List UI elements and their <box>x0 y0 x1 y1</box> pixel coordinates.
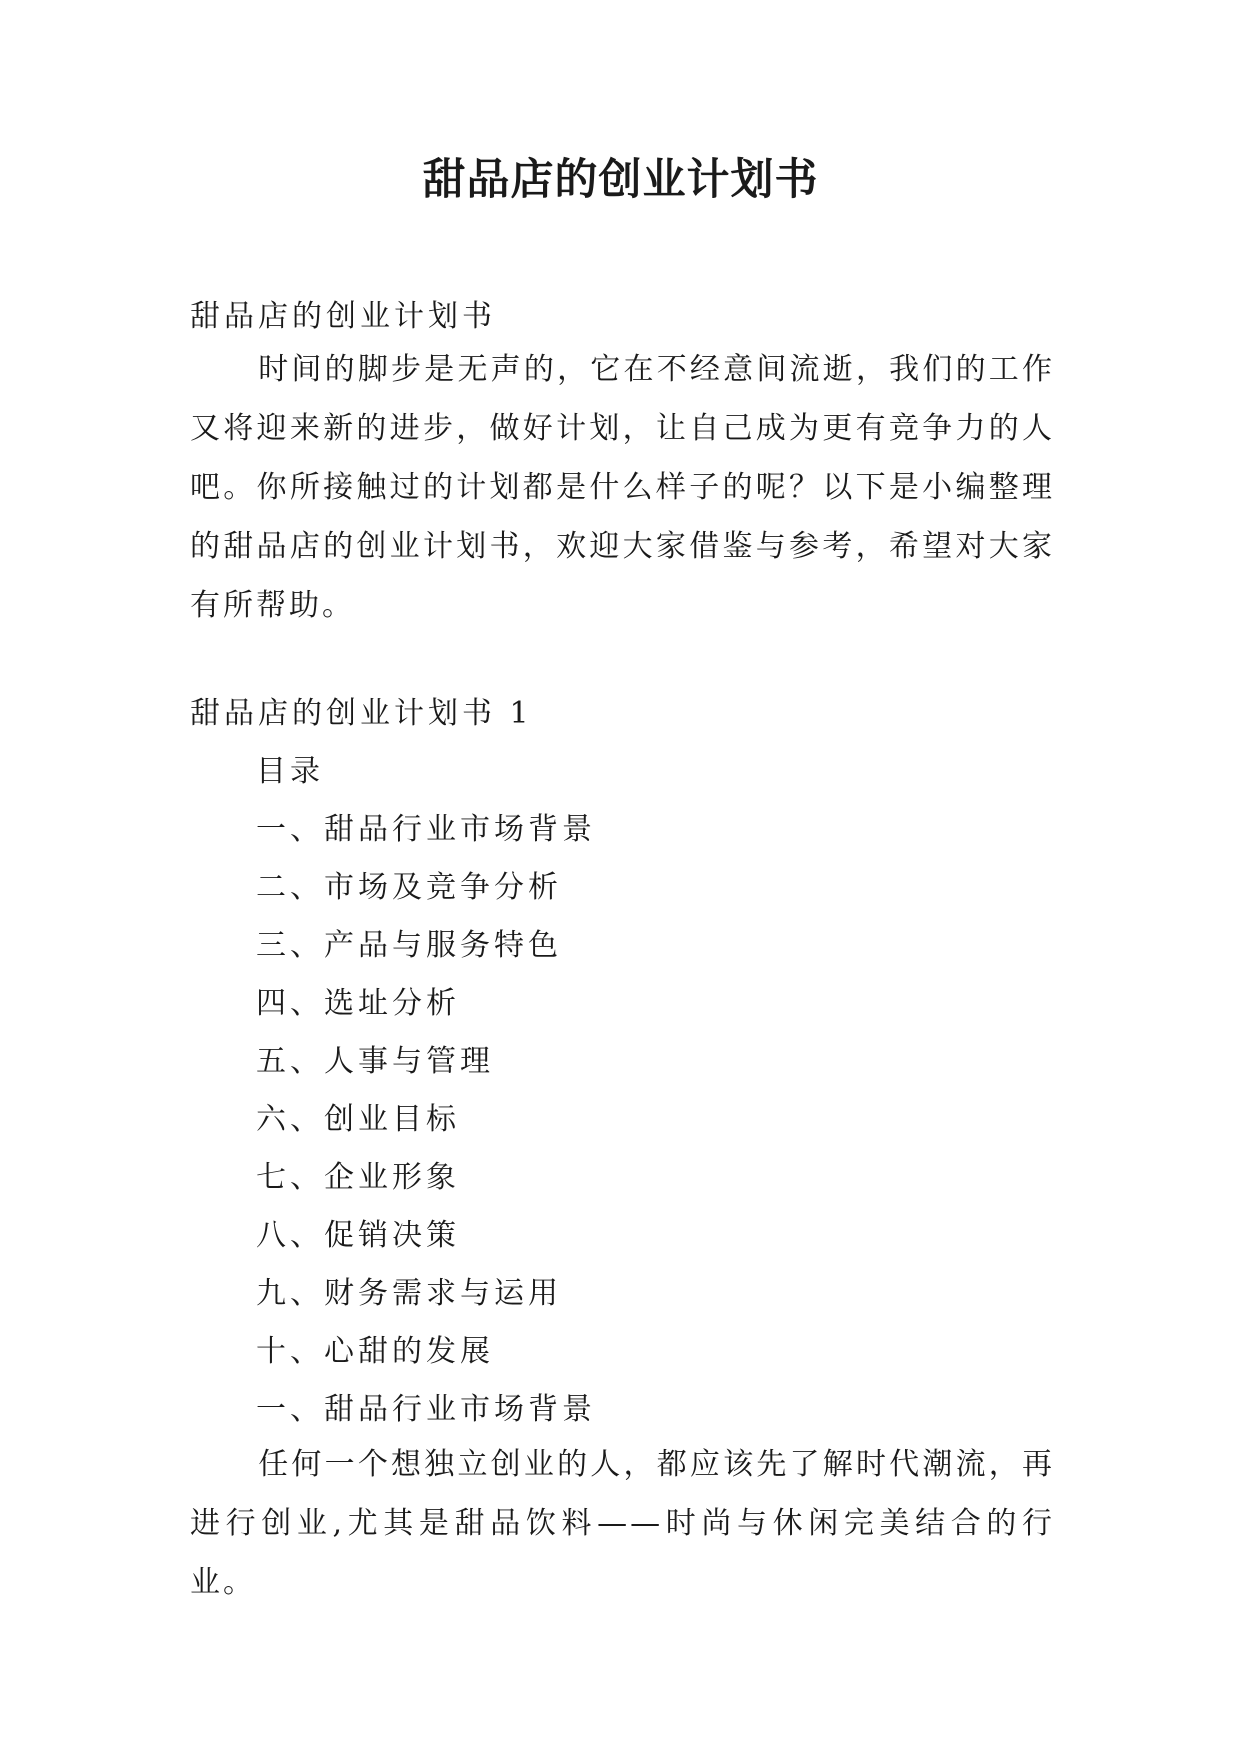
section-heading: 甜品店的创业计划书 1 <box>190 696 533 731</box>
first-section-text: 任何一个想独立创业的人，都应该先了解时代潮流，再进行创业,尤其是甜品饮料——时尚与休闲完美结合的行业。 <box>190 1447 1055 1600</box>
toc-item: 三、产品与服务特色 <box>256 928 562 963</box>
toc-item: 十、心甜的发展 <box>256 1334 494 1369</box>
toc-item: 四、选址分析 <box>256 986 460 1021</box>
first-section-heading: 一、甜品行业市场背景 <box>256 1392 596 1427</box>
document-title: 甜品店的创业计划书 <box>422 155 819 205</box>
first-section-paragraph <box>190 1435 1055 1612</box>
toc-item: 七、企业形象 <box>256 1160 460 1195</box>
document-subtitle: 甜品店的创业计划书 <box>190 299 496 334</box>
toc-label: 目录 <box>256 754 324 789</box>
toc-item: 一、甜品行业市场背景 <box>256 812 596 847</box>
toc-item: 五、人事与管理 <box>256 1044 494 1079</box>
intro-text: 时间的脚步是无声的，它在不经意间流逝，我们的工作又将迎来新的进步，做好计划，让自己成为更有竞争力的人吧。你所接触过的计划都是什么样子的呢？以下是小编整理的甜品店的创业计划书，欢迎大家借鉴与参考，希望对大家有所帮助。 <box>190 352 1055 623</box>
toc-item: 八、促销决策 <box>256 1218 460 1253</box>
toc-item: 六、创业目标 <box>256 1102 460 1137</box>
intro-paragraph <box>190 340 1055 635</box>
toc-item: 二、市场及竞争分析 <box>256 870 562 905</box>
toc-item: 九、财务需求与运用 <box>256 1276 562 1311</box>
